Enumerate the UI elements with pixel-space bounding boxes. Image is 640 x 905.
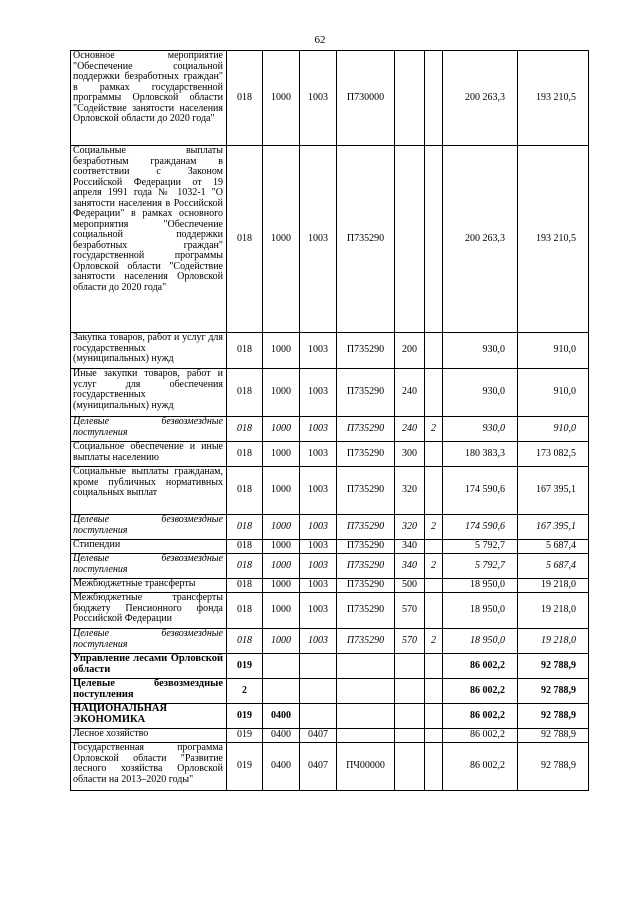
grbs-code: 018: [227, 442, 263, 467]
row-name: Межбюджетные трансферты бюджету Пенсионного фонда Российской Федерации: [71, 593, 227, 629]
amount-year-1: 174 590,6: [443, 467, 518, 515]
amount-year-2: 167 395,1: [518, 467, 589, 515]
table-row: [71, 654, 589, 679]
section-code: [263, 679, 300, 704]
section-code: 1000: [263, 629, 300, 654]
budget-table: [70, 50, 589, 791]
row-name: НАЦИОНАЛЬНАЯ ЭКОНОМИКА: [71, 704, 227, 729]
funding-source-code: [425, 369, 443, 417]
funding-source-code: [425, 593, 443, 629]
target-article-code: [337, 679, 395, 704]
section-code: 1000: [263, 467, 300, 515]
subsection-code: [300, 704, 337, 729]
target-article-code: П735290: [337, 554, 395, 579]
row-name: Целевые безвозмездные поступления: [71, 629, 227, 654]
row-name: Закупка товаров, работ и услуг для государственных (муниципальных) нужд: [71, 333, 227, 369]
subsection-code: 1003: [300, 554, 337, 579]
row-name: Основное мероприятие "Обеспечение социальной поддержки безработных граждан" в рамках государственной программы Орловской области "Содействие занятости населения Орловской области до 2020 года": [71, 51, 227, 146]
amount-year-1: 18 950,0: [443, 629, 518, 654]
target-article-code: П735290: [337, 515, 395, 540]
grbs-code: 019: [227, 654, 263, 679]
funding-source-code: 2: [425, 554, 443, 579]
amount-year-2: 5 687,4: [518, 540, 589, 554]
amount-year-1: 5 792,7: [443, 554, 518, 579]
funding-source-code: [425, 51, 443, 146]
amount-year-1: 930,0: [443, 369, 518, 417]
amount-year-1: 200 263,3: [443, 51, 518, 146]
grbs-code: 018: [227, 467, 263, 515]
target-article-code: П735290: [337, 442, 395, 467]
subsection-code: [300, 679, 337, 704]
subsection-code: 1003: [300, 593, 337, 629]
amount-year-1: 86 002,2: [443, 679, 518, 704]
subsection-code: 1003: [300, 146, 337, 333]
subsection-code: 0407: [300, 729, 337, 743]
subsection-code: 1003: [300, 515, 337, 540]
amount-year-1: 86 002,2: [443, 743, 518, 791]
subsection-code: 1003: [300, 629, 337, 654]
amount-year-2: 92 788,9: [518, 704, 589, 729]
row-name: Целевые безвозмездные поступления: [71, 679, 227, 704]
grbs-code: 018: [227, 593, 263, 629]
amount-year-1: 18 950,0: [443, 579, 518, 593]
subsection-code: 1003: [300, 369, 337, 417]
section-code: 1000: [263, 515, 300, 540]
target-article-code: [337, 654, 395, 679]
expense-type-code: 340: [395, 554, 425, 579]
section-code: 0400: [263, 704, 300, 729]
grbs-code: 018: [227, 369, 263, 417]
amount-year-1: 5 792,7: [443, 540, 518, 554]
expense-type-code: 200: [395, 333, 425, 369]
amount-year-1: 18 950,0: [443, 593, 518, 629]
funding-source-code: [425, 579, 443, 593]
section-code: 1000: [263, 417, 300, 442]
expense-type-code: 320: [395, 467, 425, 515]
table-row: [71, 467, 589, 515]
expense-type-code: 240: [395, 417, 425, 442]
table-row: [71, 629, 589, 654]
target-article-code: ПЧ00000: [337, 743, 395, 791]
amount-year-2: 19 218,0: [518, 629, 589, 654]
row-name: Целевые безвозмездные поступления: [71, 417, 227, 442]
grbs-code: 018: [227, 629, 263, 654]
subsection-code: 1003: [300, 579, 337, 593]
row-name: Социальное обеспечение и иные выплаты населению: [71, 442, 227, 467]
section-code: 1000: [263, 333, 300, 369]
row-name: Целевые безвозмездные поступления: [71, 554, 227, 579]
section-code: 1000: [263, 442, 300, 467]
table-row: [71, 540, 589, 554]
expense-type-code: [395, 654, 425, 679]
table-row: [71, 442, 589, 467]
target-article-code: П735290: [337, 593, 395, 629]
row-name: Иные закупки товаров, работ и услуг для обеспечения государственных (муниципальных) нужд: [71, 369, 227, 417]
table-row: [71, 729, 589, 743]
subsection-code: [300, 654, 337, 679]
grbs-code: 018: [227, 146, 263, 333]
row-name: Межбюджетные трансферты: [71, 579, 227, 593]
expense-type-code: [395, 146, 425, 333]
amount-year-1: 180 383,3: [443, 442, 518, 467]
funding-source-code: [425, 467, 443, 515]
target-article-code: П735290: [337, 146, 395, 333]
target-article-code: П735290: [337, 579, 395, 593]
amount-year-1: 86 002,2: [443, 654, 518, 679]
subsection-code: 1003: [300, 467, 337, 515]
section-code: 1000: [263, 593, 300, 629]
section-code: 1000: [263, 51, 300, 146]
amount-year-2: 910,0: [518, 417, 589, 442]
expense-type-code: 500: [395, 579, 425, 593]
amount-year-1: 174 590,6: [443, 515, 518, 540]
grbs-code: 018: [227, 417, 263, 442]
row-name: Лесное хозяйство: [71, 729, 227, 743]
grbs-code: 2: [227, 679, 263, 704]
row-name: Стипендии: [71, 540, 227, 554]
section-code: [263, 654, 300, 679]
amount-year-2: 19 218,0: [518, 579, 589, 593]
subsection-code: 1003: [300, 51, 337, 146]
target-article-code: [337, 704, 395, 729]
row-name: Социальные выплаты гражданам, кроме публичных нормативных социальных выплат: [71, 467, 227, 515]
expense-type-code: [395, 51, 425, 146]
funding-source-code: 2: [425, 515, 443, 540]
target-article-code: [337, 729, 395, 743]
table-row: [71, 554, 589, 579]
row-name: Социальные выплаты безработным гражданам в соответствии с Законом Российской Федерации от 19 апреля 1991 года № 1032-1 "О занятости населения в Российской Федерации" в рамках основного мероприятия "Обеспечение социальной поддержки безработных граждан" государственной программы Орловской области "Содействие занятости населения Орловской области до 2020 года": [71, 146, 227, 333]
amount-year-2: 193 210,5: [518, 51, 589, 146]
target-article-code: П735290: [337, 467, 395, 515]
funding-source-code: [425, 679, 443, 704]
subsection-code: 0407: [300, 743, 337, 791]
funding-source-code: 2: [425, 417, 443, 442]
grbs-code: 018: [227, 333, 263, 369]
subsection-code: 1003: [300, 540, 337, 554]
amount-year-2: 5 687,4: [518, 554, 589, 579]
grbs-code: 019: [227, 743, 263, 791]
funding-source-code: [425, 729, 443, 743]
expense-type-code: [395, 729, 425, 743]
amount-year-2: 173 082,5: [518, 442, 589, 467]
expense-type-code: 240: [395, 369, 425, 417]
table-row: [71, 679, 589, 704]
funding-source-code: 2: [425, 629, 443, 654]
row-name: Управление лесами Орловской области: [71, 654, 227, 679]
amount-year-2: 92 788,9: [518, 679, 589, 704]
page-number: 62: [314, 34, 326, 46]
target-article-code: П735290: [337, 540, 395, 554]
expense-type-code: [395, 743, 425, 791]
amount-year-2: 92 788,9: [518, 654, 589, 679]
section-code: 0400: [263, 729, 300, 743]
target-article-code: П735290: [337, 629, 395, 654]
table-row: [71, 593, 589, 629]
grbs-code: 018: [227, 554, 263, 579]
subsection-code: 1003: [300, 333, 337, 369]
target-article-code: П730000: [337, 51, 395, 146]
subsection-code: 1003: [300, 442, 337, 467]
section-code: 0400: [263, 743, 300, 791]
row-name: Целевые безвозмездные поступления: [71, 515, 227, 540]
funding-source-code: [425, 146, 443, 333]
target-article-code: П735290: [337, 333, 395, 369]
section-code: 1000: [263, 369, 300, 417]
funding-source-code: [425, 654, 443, 679]
amount-year-2: 19 218,0: [518, 593, 589, 629]
amount-year-2: 167 395,1: [518, 515, 589, 540]
amount-year-2: 92 788,9: [518, 729, 589, 743]
expense-type-code: 340: [395, 540, 425, 554]
target-article-code: П735290: [337, 369, 395, 417]
table-row: [71, 579, 589, 593]
funding-source-code: [425, 704, 443, 729]
table-row: [71, 146, 589, 333]
section-code: 1000: [263, 554, 300, 579]
grbs-code: 018: [227, 51, 263, 146]
grbs-code: 019: [227, 729, 263, 743]
table-row: [71, 515, 589, 540]
amount-year-1: 930,0: [443, 333, 518, 369]
table-row: [71, 333, 589, 369]
funding-source-code: [425, 540, 443, 554]
table-row: [71, 704, 589, 729]
expense-type-code: [395, 679, 425, 704]
expense-type-code: 320: [395, 515, 425, 540]
amount-year-1: 86 002,2: [443, 704, 518, 729]
expense-type-code: 300: [395, 442, 425, 467]
table-row: [71, 743, 589, 791]
amount-year-1: 930,0: [443, 417, 518, 442]
grbs-code: 018: [227, 515, 263, 540]
amount-year-2: 910,0: [518, 369, 589, 417]
table-row: [71, 51, 589, 146]
amount-year-2: 92 788,9: [518, 743, 589, 791]
amount-year-1: 86 002,2: [443, 729, 518, 743]
expense-type-code: [395, 704, 425, 729]
funding-source-code: [425, 333, 443, 369]
section-code: 1000: [263, 579, 300, 593]
expense-type-code: 570: [395, 629, 425, 654]
section-code: 1000: [263, 540, 300, 554]
grbs-code: 018: [227, 579, 263, 593]
row-name: Государственная программа Орловской области "Развитие лесного хозяйства Орловской области на 2013–2020 годы": [71, 743, 227, 791]
subsection-code: 1003: [300, 417, 337, 442]
amount-year-2: 910,0: [518, 333, 589, 369]
section-code: 1000: [263, 146, 300, 333]
table-row: [71, 369, 589, 417]
amount-year-1: 200 263,3: [443, 146, 518, 333]
funding-source-code: [425, 743, 443, 791]
target-article-code: П735290: [337, 417, 395, 442]
funding-source-code: [425, 442, 443, 467]
amount-year-2: 193 210,5: [518, 146, 589, 333]
grbs-code: 018: [227, 540, 263, 554]
grbs-code: 019: [227, 704, 263, 729]
budget-table-body: [71, 51, 589, 791]
table-row: [71, 417, 589, 442]
expense-type-code: 570: [395, 593, 425, 629]
